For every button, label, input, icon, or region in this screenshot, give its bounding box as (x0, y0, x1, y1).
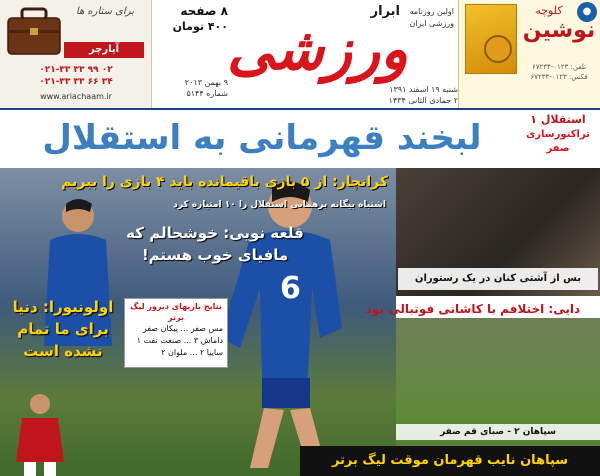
ad-left-brand: آیارچر (64, 42, 144, 58)
main-headline[interactable]: لبخند قهرمانی به استقلال (42, 118, 482, 158)
result-row: سایپا ۲ ... ملوان ۲ (161, 348, 223, 357)
korangar-strap[interactable]: کرانچار: از ۵ بازی باقیمانده باید ۴ بازی را ببریم (61, 174, 388, 190)
esteghlal-caption: اشتباه بیگانه برهمانی استقلال را ۱۰ امتیازه کرد (173, 200, 386, 210)
olunboora-quote[interactable]: اولونبورا: دنیا برای ما تمام نشده است (12, 298, 114, 360)
side-kicker: استقلال ۱ (530, 113, 586, 126)
reconciliation-caption: بس از آشتی کنان در یک رستوران (398, 268, 598, 290)
ad-right (458, 0, 600, 108)
brand-logo-icon: ● (577, 2, 597, 22)
masthead-logo: ورزشی (227, 15, 408, 83)
result-row: داماش ۳ ... صنعت نفت ۱ (136, 336, 223, 345)
ad-left-tagline: برای ستاره ها (75, 6, 135, 17)
results-box (124, 298, 228, 368)
ad-left (0, 0, 152, 108)
issue-price: ۴۰۰ تومان (172, 20, 228, 33)
issue-date: شنبه ۱۹ اسفند ۱۳۹۱ ۲ جمادی الثانی ۱۴۳۴ (388, 85, 458, 105)
issue-info (152, 0, 234, 108)
galenooei-quote[interactable]: قلعه نویی: خوشحالم که مافیای خوب هستم! (126, 224, 304, 264)
ad-right-phones: تلفن: ۰۱۲۳-۶۷۲۳۴ فکس: ۰۱۲۳-۶۷۲۳۴ (530, 63, 588, 81)
sepahan-strap[interactable]: سپاهان نایب قهرمان موقت لیگ برتر (300, 446, 600, 476)
issue-edition: ۹ بهمن ۲۰۱۳ شماره ۵۱۴۴ (184, 78, 228, 98)
masthead-publisher: ابرار (370, 4, 400, 19)
product-box-icon (465, 4, 517, 74)
red-player-icon (10, 392, 70, 476)
ad-left-phones: ۰۲۱-۳۳ ۳۳ ۹۹ ۰۲ ۰۲۱-۳۳ ۳۳ ۶۶ ۳۴ (39, 65, 113, 87)
issue-pages: ۸ صفحه (180, 4, 228, 18)
results-title: نتایج بازیهای دیروز لیگ برتر (130, 302, 222, 322)
ad-right-kind: کلوچه (535, 4, 563, 17)
ad-right-brand: نوشین (522, 18, 596, 43)
briefcase-icon (6, 6, 62, 56)
side-kicker-sub: تراکتورسازی صفر (526, 129, 590, 154)
score-strip: سپاهان ۲ - صبای قم صفر (396, 424, 600, 440)
ad-left-site[interactable]: www.ariachaam.ir (40, 92, 112, 101)
result-row: مس صفر ... پیکان صفر (142, 324, 223, 333)
cookie-icon (484, 35, 512, 63)
daei-strap[interactable]: دایی: اختلافم با کاشانی فوتبالی بود (365, 302, 581, 316)
svg-text:6: 6 (280, 271, 301, 306)
masthead-slogan: اولین روزنامه ورزشی ایران (409, 7, 454, 28)
